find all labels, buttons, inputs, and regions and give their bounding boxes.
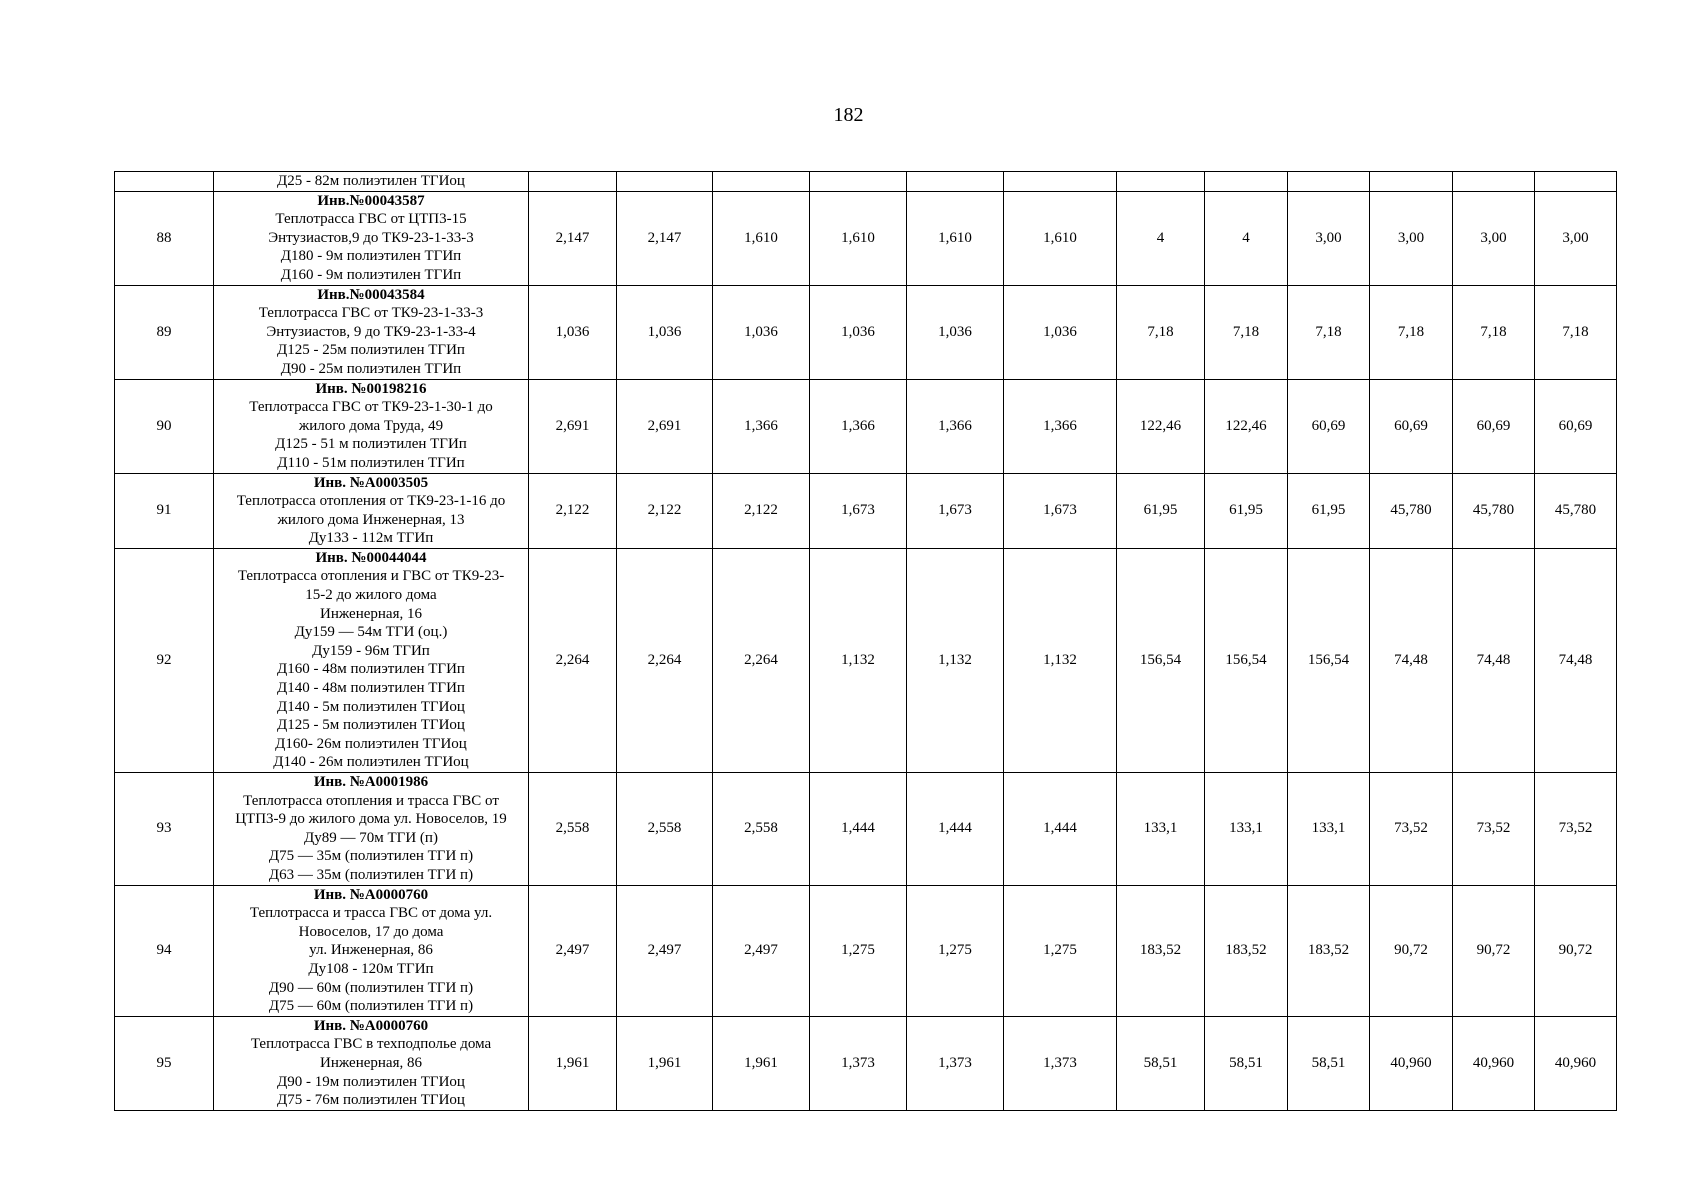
table-row bbox=[115, 773, 1617, 886]
page-number: 182 bbox=[833, 104, 864, 126]
description-line: Д140 - 5м полиэтилен ТГИоц bbox=[277, 698, 465, 715]
value-cell: 58,51 bbox=[1205, 1016, 1288, 1110]
description-line: Энтузиастов, 9 до ТК9-23-1-33-4 bbox=[266, 323, 476, 340]
description-line: Теплотрасса ГВС от ТК9-23-1-33-3 bbox=[258, 305, 484, 322]
value-cell bbox=[1117, 172, 1205, 192]
description-line: Д125 - 5м полиэтилен ТГИоц bbox=[277, 717, 465, 734]
value-cell: 2,691 bbox=[529, 379, 617, 473]
value-cell: 60,69 bbox=[1453, 379, 1535, 473]
value-cell: 2,264 bbox=[713, 548, 810, 772]
description-line: Инженерная, 16 bbox=[320, 605, 422, 622]
inventory-number: Инв. №00044044 bbox=[315, 549, 427, 566]
value-cell: 133,1 bbox=[1288, 773, 1370, 886]
value-cell bbox=[1288, 172, 1370, 192]
object-description bbox=[214, 473, 529, 548]
table-row bbox=[115, 885, 1617, 1016]
value-cell: 3,00 bbox=[1535, 191, 1617, 285]
value-cell: 1,961 bbox=[713, 1016, 810, 1110]
value-cell: 156,54 bbox=[1117, 548, 1205, 772]
inventory-number: Инв. №А0003505 bbox=[313, 474, 429, 491]
value-cell: 133,1 bbox=[1117, 773, 1205, 886]
value-cell bbox=[713, 172, 810, 192]
value-cell: 1,132 bbox=[1004, 548, 1117, 772]
value-cell: 1,673 bbox=[907, 473, 1004, 548]
table-row bbox=[115, 473, 1617, 548]
description-line: Энтузиастов,9 до ТК9-23-1-33-3 bbox=[268, 229, 474, 246]
value-cell: 183,52 bbox=[1205, 885, 1288, 1016]
value-cell: 74,48 bbox=[1370, 548, 1453, 772]
row-number: 95 bbox=[115, 1016, 214, 1110]
object-description bbox=[214, 172, 529, 192]
value-cell: 2,497 bbox=[529, 885, 617, 1016]
value-cell: 1,673 bbox=[810, 473, 907, 548]
value-cell: 1,610 bbox=[1004, 191, 1117, 285]
value-cell: 2,264 bbox=[529, 548, 617, 772]
value-cell: 2,122 bbox=[529, 473, 617, 548]
row-number: 91 bbox=[115, 473, 214, 548]
value-cell: 2,497 bbox=[713, 885, 810, 1016]
description-line: Д63 — 35м (полиэтилен ТГИ п) bbox=[268, 866, 474, 883]
value-cell: 183,52 bbox=[1117, 885, 1205, 1016]
value-cell: 1,132 bbox=[810, 548, 907, 772]
value-cell: 1,366 bbox=[907, 379, 1004, 473]
value-cell: 7,18 bbox=[1288, 285, 1370, 379]
description-line: Теплотрасса и трасса ГВС от дома ул. bbox=[249, 905, 493, 922]
value-cell: 3,00 bbox=[1370, 191, 1453, 285]
value-cell: 58,51 bbox=[1117, 1016, 1205, 1110]
description-line: Ду108 - 120м ТГИп bbox=[308, 960, 434, 977]
value-cell: 1,275 bbox=[907, 885, 1004, 1016]
value-cell: 45,780 bbox=[1370, 473, 1453, 548]
description-line: жилого дома Труда, 49 bbox=[298, 417, 444, 434]
description-line: Д75 — 60м (полиэтилен ТГИ п) bbox=[268, 998, 474, 1015]
value-cell: 1,444 bbox=[810, 773, 907, 886]
description-line: ул. Инженерная, 86 bbox=[309, 942, 433, 959]
object-description bbox=[214, 885, 529, 1016]
value-cell: 1,373 bbox=[810, 1016, 907, 1110]
description-line: Д140 - 26м полиэтилен ТГИоц bbox=[273, 754, 469, 771]
value-cell: 156,54 bbox=[1205, 548, 1288, 772]
value-cell bbox=[617, 172, 713, 192]
value-cell: 61,95 bbox=[1205, 473, 1288, 548]
value-cell bbox=[529, 172, 617, 192]
value-cell: 1,373 bbox=[1004, 1016, 1117, 1110]
description-line: Теплотрасса ГВС от ТК9-23-1-30-1 до bbox=[249, 399, 493, 416]
description-line: Д110 - 51м полиэтилен ТГИп bbox=[277, 454, 465, 471]
value-cell: 2,147 bbox=[529, 191, 617, 285]
value-cell: 45,780 bbox=[1453, 473, 1535, 548]
value-cell: 1,132 bbox=[907, 548, 1004, 772]
value-cell: 122,46 bbox=[1117, 379, 1205, 473]
description-line: Д180 - 9м полиэтилен ТГИп bbox=[280, 248, 462, 265]
value-cell: 61,95 bbox=[1117, 473, 1205, 548]
object-description bbox=[214, 191, 529, 285]
heat-network-table bbox=[114, 171, 1617, 1111]
description-line: Ду159 — 54м ТГИ (оц.) bbox=[294, 624, 448, 641]
value-cell: 1,366 bbox=[1004, 379, 1117, 473]
value-cell: 1,673 bbox=[1004, 473, 1117, 548]
value-cell: 1,610 bbox=[907, 191, 1004, 285]
description-line: Теплотрасса ГВС в техподполье дома bbox=[250, 1036, 492, 1053]
table-row bbox=[115, 1016, 1617, 1110]
description-line: Д75 — 35м (полиэтилен ТГИ п) bbox=[268, 848, 474, 865]
value-cell: 1,036 bbox=[713, 285, 810, 379]
value-cell: 73,52 bbox=[1535, 773, 1617, 886]
value-cell: 7,18 bbox=[1370, 285, 1453, 379]
description-line: жилого дома Инженерная, 13 bbox=[277, 511, 465, 528]
value-cell bbox=[1535, 172, 1617, 192]
value-cell: 133,1 bbox=[1205, 773, 1288, 886]
value-cell: 156,54 bbox=[1288, 548, 1370, 772]
value-cell: 122,46 bbox=[1205, 379, 1288, 473]
value-cell: 7,18 bbox=[1535, 285, 1617, 379]
value-cell bbox=[907, 172, 1004, 192]
value-cell: 74,48 bbox=[1453, 548, 1535, 772]
value-cell: 58,51 bbox=[1288, 1016, 1370, 1110]
description-line: Новоселов, 17 до дома bbox=[298, 923, 444, 940]
value-cell: 1,366 bbox=[810, 379, 907, 473]
description-line: Ду89 — 70м ТГИ (п) bbox=[304, 829, 438, 846]
value-cell: 1,444 bbox=[907, 773, 1004, 886]
table-row bbox=[115, 172, 1617, 192]
value-cell: 2,691 bbox=[617, 379, 713, 473]
value-cell: 60,69 bbox=[1370, 379, 1453, 473]
object-description bbox=[214, 773, 529, 886]
value-cell bbox=[1205, 172, 1288, 192]
value-cell: 74,48 bbox=[1535, 548, 1617, 772]
value-cell: 2,558 bbox=[529, 773, 617, 886]
value-cell: 90,72 bbox=[1370, 885, 1453, 1016]
row-number: 88 bbox=[115, 191, 214, 285]
value-cell bbox=[810, 172, 907, 192]
description-line: Д90 - 25м полиэтилен ТГИп bbox=[280, 360, 462, 377]
value-cell: 2,122 bbox=[713, 473, 810, 548]
value-cell: 2,497 bbox=[617, 885, 713, 1016]
value-cell: 40,960 bbox=[1453, 1016, 1535, 1110]
value-cell: 7,18 bbox=[1117, 285, 1205, 379]
value-cell: 1,275 bbox=[810, 885, 907, 1016]
value-cell: 1,961 bbox=[617, 1016, 713, 1110]
value-cell: 1,610 bbox=[713, 191, 810, 285]
description-line: Д125 - 25м полиэтилен ТГИп bbox=[277, 342, 465, 359]
value-cell: 4 bbox=[1205, 191, 1288, 285]
value-cell: 1,610 bbox=[810, 191, 907, 285]
value-cell: 60,69 bbox=[1535, 379, 1617, 473]
value-cell: 1,036 bbox=[529, 285, 617, 379]
value-cell: 73,52 bbox=[1370, 773, 1453, 886]
value-cell: 3,00 bbox=[1288, 191, 1370, 285]
description-line: Д160- 26м полиэтилен ТГИоц bbox=[275, 735, 467, 752]
value-cell: 2,122 bbox=[617, 473, 713, 548]
row-number: 89 bbox=[115, 285, 214, 379]
value-cell: 3,00 bbox=[1453, 191, 1535, 285]
row-number: 93 bbox=[115, 773, 214, 886]
value-cell: 2,558 bbox=[713, 773, 810, 886]
description-line: Д160 - 9м полиэтилен ТГИп bbox=[280, 266, 462, 283]
description-line: Д90 — 60м (полиэтилен ТГИ п) bbox=[268, 979, 474, 996]
description-line: ЦТП3-9 до жилого дома ул. Новоселов, 19 bbox=[235, 811, 507, 828]
inventory-number: Инв. №А0001986 bbox=[313, 774, 429, 790]
value-cell: 40,960 bbox=[1370, 1016, 1453, 1110]
value-cell: 2,264 bbox=[617, 548, 713, 772]
value-cell: 73,52 bbox=[1453, 773, 1535, 886]
value-cell: 7,18 bbox=[1453, 285, 1535, 379]
inventory-number: Инв. №00198216 bbox=[315, 380, 427, 397]
description-line: Д90 - 19м полиэтилен ТГИоц bbox=[277, 1073, 465, 1090]
row-number: 92 bbox=[115, 548, 214, 772]
inventory-number: Инв. №А0000760 bbox=[313, 886, 429, 903]
inventory-number: Инв. №А0000760 bbox=[313, 1017, 429, 1034]
value-cell: 2,558 bbox=[617, 773, 713, 886]
table-row bbox=[115, 285, 1617, 379]
description-line: Д125 - 51 м полиэтилен ТГИп bbox=[275, 436, 467, 453]
value-cell: 1,036 bbox=[810, 285, 907, 379]
value-cell: 1,036 bbox=[1004, 285, 1117, 379]
description-line: Инженерная, 86 bbox=[320, 1054, 422, 1071]
value-cell bbox=[1453, 172, 1535, 192]
value-cell bbox=[1004, 172, 1117, 192]
description-line: Д140 - 48м полиэтилен ТГИп bbox=[277, 680, 465, 697]
description-line: Ду133 - 112м ТГИп bbox=[308, 530, 434, 547]
object-description bbox=[214, 285, 529, 379]
value-cell: 90,72 bbox=[1453, 885, 1535, 1016]
value-cell: 40,960 bbox=[1535, 1016, 1617, 1110]
inventory-number: Инв.№00043584 bbox=[317, 286, 425, 303]
description-line: Ду159 - 96м ТГИп bbox=[312, 642, 430, 659]
table-row bbox=[115, 191, 1617, 285]
description-line: 15-2 до жилого дома bbox=[305, 587, 437, 604]
value-cell: 4 bbox=[1117, 191, 1205, 285]
value-cell: 183,52 bbox=[1288, 885, 1370, 1016]
value-cell: 60,69 bbox=[1288, 379, 1370, 473]
table-row bbox=[115, 379, 1617, 473]
description-line: Теплотрасса ГВС от ЦТП3-15 bbox=[275, 211, 467, 228]
value-cell: 1,373 bbox=[907, 1016, 1004, 1110]
object-description bbox=[214, 1016, 529, 1110]
value-cell: 1,961 bbox=[529, 1016, 617, 1110]
value-cell: 1,275 bbox=[1004, 885, 1117, 1016]
row-number: 94 bbox=[115, 885, 214, 1016]
inventory-number: Инв.№00043587 bbox=[317, 192, 425, 209]
value-cell: 61,95 bbox=[1288, 473, 1370, 548]
description-line: Д75 - 76м полиэтилен ТГИоц bbox=[277, 1092, 465, 1109]
value-cell: 7,18 bbox=[1205, 285, 1288, 379]
value-cell: 1,036 bbox=[617, 285, 713, 379]
value-cell: 2,147 bbox=[617, 191, 713, 285]
object-description bbox=[214, 548, 529, 772]
value-cell: 1,366 bbox=[713, 379, 810, 473]
value-cell bbox=[1370, 172, 1453, 192]
table-row bbox=[115, 548, 1617, 772]
description-line: Д160 - 48м полиэтилен ТГИп bbox=[277, 661, 465, 678]
value-cell: 45,780 bbox=[1535, 473, 1617, 548]
row-number: 90 bbox=[115, 379, 214, 473]
value-cell: 90,72 bbox=[1535, 885, 1617, 1016]
description-line: Теплотрасса отопления и трасса ГВС от bbox=[243, 792, 499, 809]
value-cell: 1,036 bbox=[907, 285, 1004, 379]
description-line: Д25 - 82м полиэтилен ТГИоц bbox=[277, 173, 465, 189]
row-number bbox=[115, 172, 214, 192]
object-description bbox=[214, 379, 529, 473]
value-cell: 1,444 bbox=[1004, 773, 1117, 886]
description-line: Теплотрасса отопления и ГВС от ТК9-23- bbox=[237, 568, 505, 585]
description-line: Теплотрасса отопления от ТК9-23-1-16 до bbox=[236, 493, 506, 510]
